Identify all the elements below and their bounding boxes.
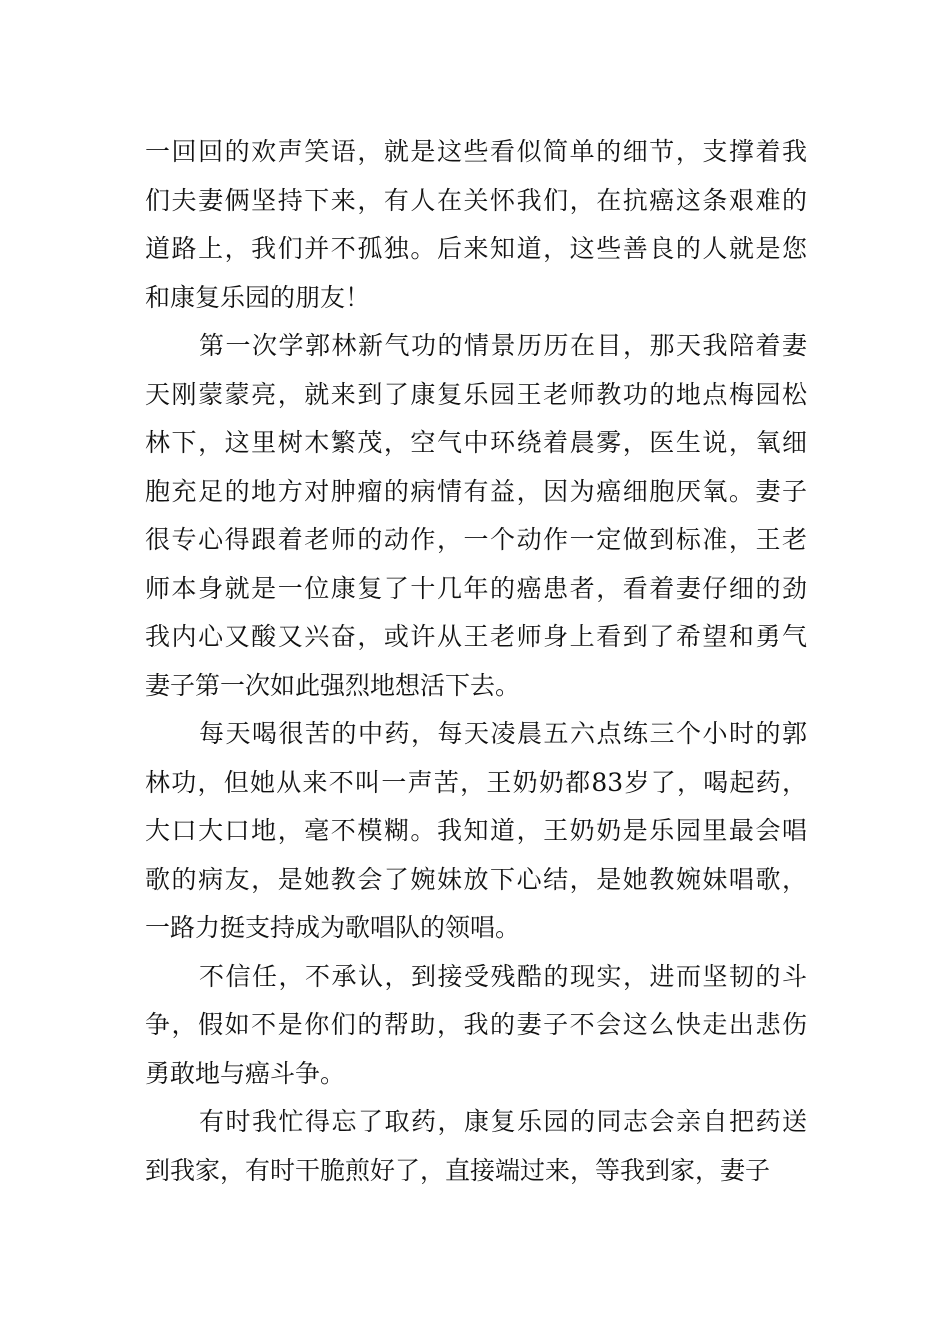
text-line: 师本身就是一位康复了十几年的癌患者，看着妻仔细的劲 [145,573,807,603]
text-line: 妻子第一次如此强烈地想活下去。 [145,670,521,700]
text-line: 有时我忙得忘了取药，康复乐园的同志会亲自把药送 [199,1107,807,1136]
text-line: 第一次学郭林新气功的情景历历在目，那天我陪着妻 [199,331,807,360]
paragraph [145,322,807,710]
text-line: 们夫妻俩坚持下来，有人在关怀我们，在抗癌这条艰难的 [145,185,807,215]
text-line: 歌的病友，是她教会了婉妹放下心结，是她教婉妹唱歌， [145,864,807,894]
text-line: 道路上，我们并不孤独。后来知道，这些善良的人就是您 [145,234,807,263]
document-body [145,128,807,1195]
text-line: 一路力挺支持成为歌唱队的领唱。 [145,913,521,942]
text-line: 林功，但她从来不叫一声苦，王奶奶都83岁了，喝起药， [145,767,807,797]
text-line: 胞充足的地方对肿瘤的病情有益，因为癌细胞厌氧。妻子 [145,476,807,506]
text-line: 和康复乐园的朋友！ [145,282,371,312]
text-line: 不信任，不承认，到接受残酷的现实，进而坚韧的斗 [199,961,807,991]
text-line: 勇敢地与癌斗争。 [145,1058,346,1088]
text-line: 到我家，有时干脆煎好了，直接端过来，等我到家，妻子 [145,1155,771,1185]
text-line: 争，假如不是你们的帮助，我的妻子不会这么快走出悲伤 [145,1010,807,1039]
text-line: 一回回的欢声笑语，就是这些看似简单的细节，支撑着我 [145,137,807,166]
paragraph [145,128,807,322]
text-line: 大口大口地，毫不模糊。我知道，王奶奶是乐园里最会唱 [145,816,807,845]
paragraph [145,710,807,953]
paragraph [145,953,807,1099]
paragraph [145,1098,807,1195]
text-line: 天刚蒙蒙亮，就来到了康复乐园王老师教功的地点梅园松 [145,379,807,409]
text-line: 我内心又酸又兴奋，或许从王老师身上看到了希望和勇气 [145,622,807,651]
text-line: 每天喝很苦的中药，每天凌晨五六点练三个小时的郭 [199,719,807,748]
text-line: 很专心得跟着老师的动作，一个动作一定做到标准，王老 [145,525,807,554]
text-line: 林下，这里树木繁茂，空气中环绕着晨雾，医生说，氧细 [145,428,807,457]
